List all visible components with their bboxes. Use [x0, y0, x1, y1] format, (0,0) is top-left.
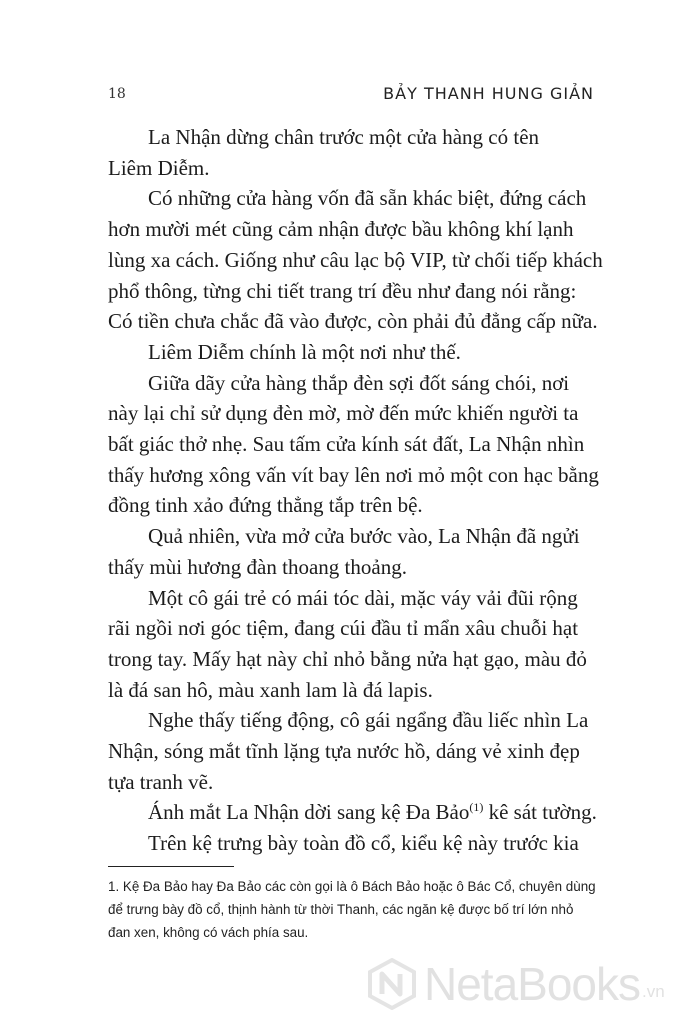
- text-line: Trên kệ trưng bày toàn đồ cổ, kiểu kệ này trước kia: [148, 831, 579, 856]
- watermark: [366, 954, 686, 1014]
- footnote-divider: [108, 866, 234, 867]
- paragraph: [108, 705, 594, 797]
- paragraph: [108, 797, 597, 828]
- text-line: Có tiền chưa chắc đã vào được, còn phải đủ đẳng cấp nữa.: [108, 309, 598, 334]
- text-line: trong tay. Mấy hạt này chỉ nhỏ bằng nửa hạt gạo, màu đỏ: [108, 646, 587, 671]
- text-line: đồng tinh xảo đứng thẳng tắp trên bệ.: [108, 493, 423, 518]
- footnote: [108, 875, 608, 944]
- text-line: La Nhận dừng chân trước một cửa hàng có tên: [148, 125, 540, 149]
- netabooks-logo-icon: [366, 958, 418, 1010]
- text-segment: Ánh mắt La Nhận dời sang kệ Đa Bảo: [148, 800, 470, 825]
- watermark-suffix: .vn: [642, 982, 665, 1001]
- paragraph: [108, 521, 594, 582]
- text-line: Liêm Diễm chính là một nơi như thế.: [148, 339, 461, 364]
- text-segment: kê sát tường.: [483, 800, 597, 825]
- text-line: thấy hương xông vấn vít bay lên nơi mỏ một con hạc bằng: [108, 462, 599, 487]
- running-title: BẢY THANH HUNG GIẢN: [383, 84, 594, 103]
- text-line: lùng xa cách. Giống như câu lạc bộ VIP, từ chối tiếp khách: [108, 247, 603, 272]
- watermark-brand: NetaBooks: [424, 958, 641, 1010]
- text-line: hơn mười mét cũng cảm nhận được bầu không khí lạnh: [108, 217, 574, 242]
- footnote-reference[interactable]: (1): [469, 800, 484, 815]
- text-line: Liêm Diễm.: [108, 155, 210, 180]
- text-line: tựa tranh vẽ.: [108, 769, 214, 794]
- text-line: phổ thông, từng chi tiết trang trí đều như đang nói rằng:: [108, 278, 577, 303]
- footnote-line: 1. Kệ Đa Bảo hay Đa Bảo các còn gọi là ô Bách Bảo hoặc ô Bác Cổ, chuyên dùng: [108, 879, 596, 894]
- text-line: Có những cửa hàng vốn đã sẵn khác biệt, đứng cách: [148, 186, 587, 211]
- text-line: thấy mùi hương đàn thoang thoảng.: [108, 554, 407, 579]
- paragraph: [108, 828, 594, 859]
- text-line: [108, 797, 597, 828]
- footnote-line: để trưng bày đồ cổ, thịnh hành từ thời Thanh, các ngăn kệ được bố trí lớn nhỏ: [108, 902, 574, 917]
- paragraph: [108, 583, 594, 706]
- text-line: Nhận, sóng mắt tĩnh lặng tựa nước hồ, dáng vẻ xinh đẹp: [108, 739, 580, 764]
- paragraph: [108, 122, 594, 183]
- text-line: là đá san hô, màu xanh lam là đá lapis.: [108, 677, 433, 702]
- footnote-line: đan xen, không có vách phía sau.: [108, 925, 309, 940]
- text-line: này lại chỉ sử dụng đèn mờ, mờ đến mức khiến người ta: [108, 401, 579, 426]
- paragraph: [108, 183, 603, 337]
- body-text: [108, 122, 603, 859]
- text-line: Nghe thấy tiếng động, cô gái ngẩng đầu liếc nhìn La: [148, 708, 589, 733]
- paragraph: [108, 368, 599, 522]
- paragraph: [108, 337, 594, 368]
- text-line: Giữa dãy cửa hàng thắp đèn sợi đốt sáng chói, nơi: [148, 370, 570, 395]
- page-number: 18: [108, 86, 126, 102]
- text-line: Một cô gái trẻ có mái tóc dài, mặc váy vải đũi rộng: [148, 585, 578, 610]
- text-line: rãi ngồi nơi góc tiệm, đang cúi đầu tỉ mẩn xâu chuỗi hạt: [108, 616, 579, 641]
- text-line: bất giác thở nhẹ. Sau tấm cửa kính sát đất, La Nhận nhìn: [108, 432, 585, 457]
- text-line: Quả nhiên, vừa mở cửa bước vào, La Nhận đã ngửi: [148, 524, 580, 549]
